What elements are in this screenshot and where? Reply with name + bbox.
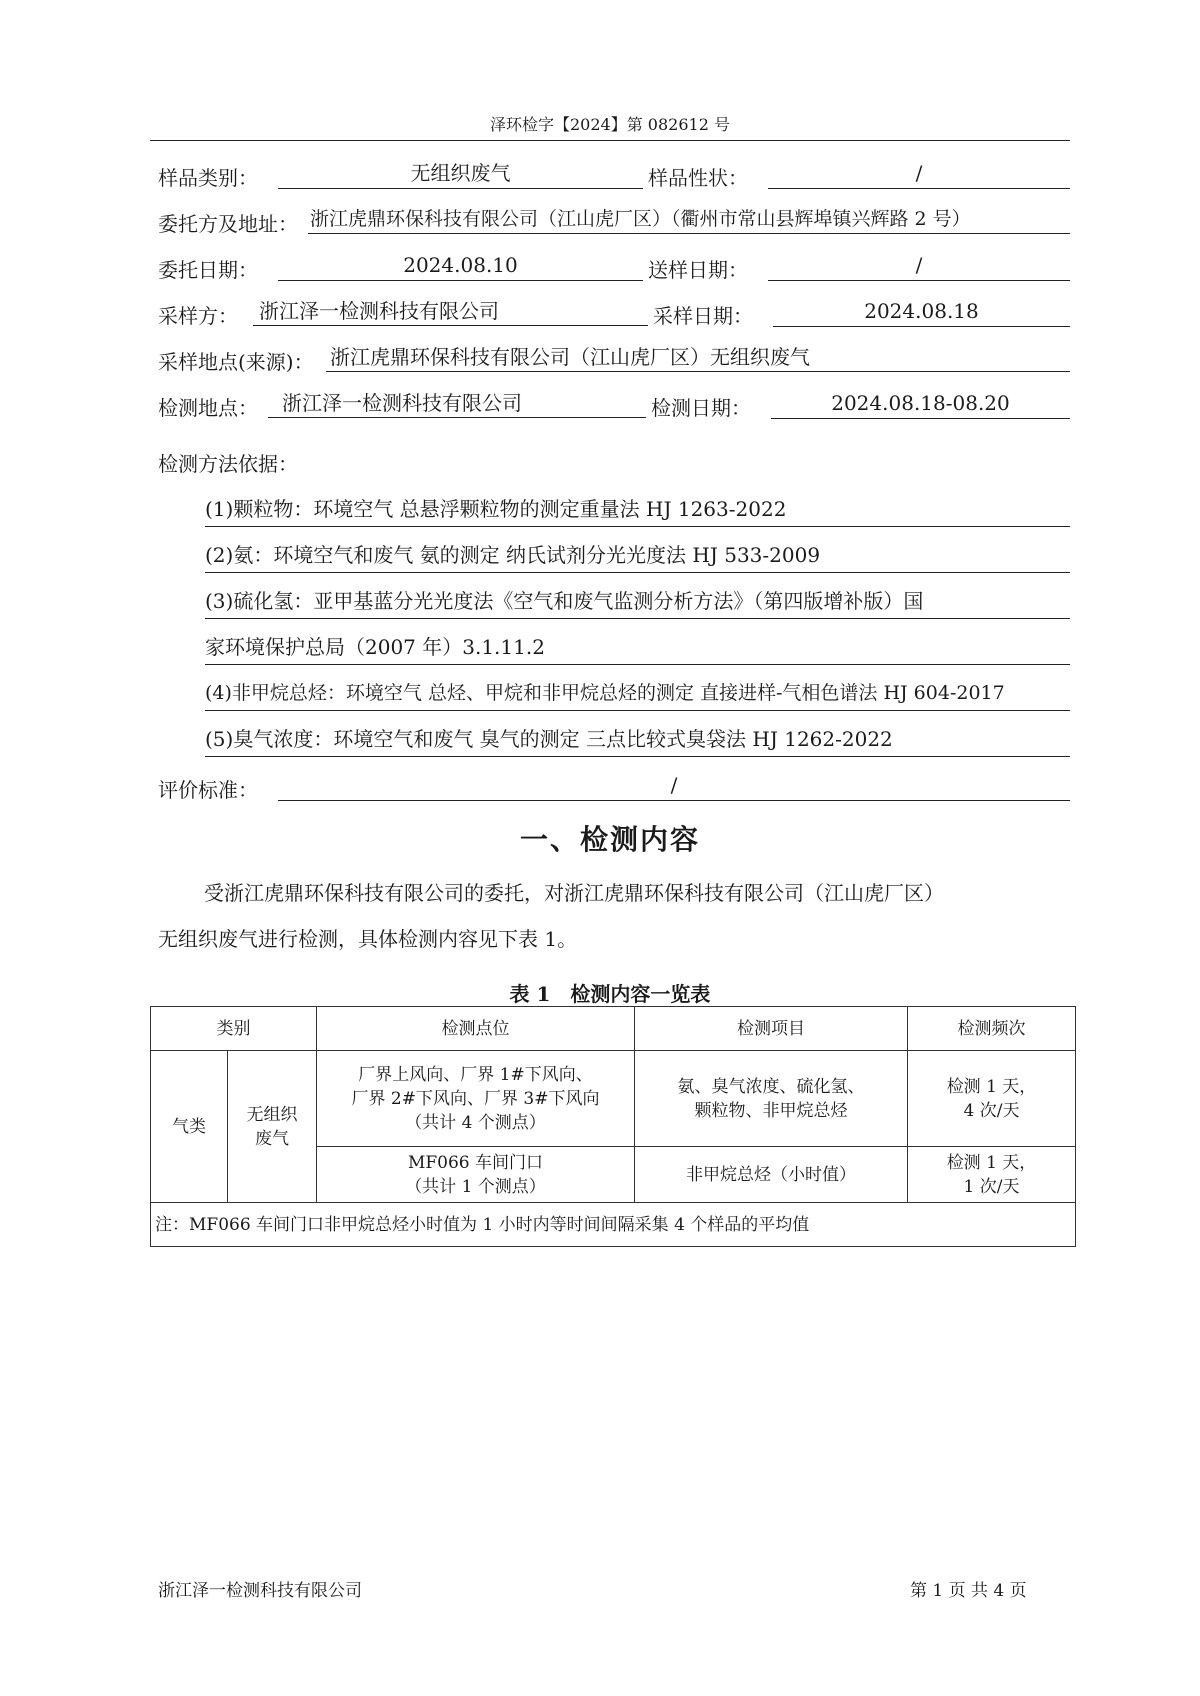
table-row	[151, 1051, 1076, 1147]
frequency-cell	[908, 1051, 1076, 1147]
report-number: 泽环检字【2024】第 082612 号	[490, 115, 730, 134]
field-row-sampling-site	[158, 342, 1070, 376]
frequency-line: 4 次/天	[963, 1100, 1020, 1121]
field-row-standard	[158, 770, 1070, 804]
testing-site-value: 浙江泽一检测科技有限公司	[268, 388, 646, 418]
field-row-dates	[158, 250, 1070, 284]
client-address-label: 委托方及地址：	[158, 212, 298, 236]
frequency-line: 检测 1 天，	[946, 1076, 1037, 1097]
frequency-line: 1 次/天	[963, 1176, 1020, 1197]
methods-title: 检测方法依据：	[158, 452, 298, 476]
items-line: 非甲烷总烃（小时值）	[686, 1164, 856, 1185]
field-row-testing	[158, 388, 1070, 422]
footer-page-info: 第 1 页 共 4 页	[910, 1581, 1027, 1601]
method-item-3: (3)硫化氢：亚甲基蓝分光光度法《空气和废气监测分析方法》（第四版增补版）国	[205, 586, 1070, 619]
table-header-row	[151, 1007, 1076, 1051]
delivery-date-label: 送样日期：	[648, 258, 748, 282]
frequency-line: 检测 1 天，	[946, 1152, 1037, 1173]
header-points: 检测点位	[317, 1007, 635, 1051]
sampler-value: 浙江泽一检测科技有限公司	[253, 296, 648, 326]
header-frequency: 检测频次	[908, 1007, 1076, 1051]
detection-content-table	[150, 1006, 1076, 1247]
field-row-sample	[158, 158, 1070, 192]
points-line: 厂界上风向、厂界 1#下风向、	[358, 1064, 593, 1085]
category-sub-line: 废气	[255, 1128, 289, 1149]
points-line: MF066 车间门口	[407, 1152, 544, 1173]
sampling-date-value: 2024.08.18	[773, 296, 1070, 327]
method-item-2: (2)氨：环境空气和废气 氨的测定 纳氏试剂分光光度法 HJ 533-2009	[205, 540, 1070, 573]
field-row-client	[158, 204, 1070, 238]
table-caption: 表 1 检测内容一览表	[509, 982, 711, 1006]
items-cell	[635, 1147, 908, 1203]
items-line: 颗粒物、非甲烷总烃	[694, 1100, 848, 1121]
sample-category-label: 样品类别：	[158, 166, 258, 190]
delivery-date-value: /	[768, 250, 1070, 281]
items-line: 氨、臭气浓度、硫化氢、	[677, 1076, 865, 1097]
client-address-value: 浙江虎鼎环保科技有限公司（江山虎厂区）（衢州市常山县辉埠镇兴辉路 2 号）	[308, 204, 1070, 234]
items-cell	[635, 1051, 908, 1147]
testing-date-value: 2024.08.18-08.20	[771, 388, 1070, 419]
evaluation-standard-value: /	[278, 770, 1070, 801]
section-paragraph-line1: 受浙江虎鼎环保科技有限公司的委托，对浙江虎鼎环保科技有限公司（江山虎厂区）	[204, 881, 944, 905]
method-item-3-cont: 家环境保护总局（2007 年）3.1.11.2	[205, 632, 1070, 665]
header-rule	[150, 140, 1070, 141]
header-category: 类别	[151, 1007, 317, 1051]
points-line: （共计 4 个测点）	[405, 1112, 546, 1133]
section-paragraph-line2: 无组织废气进行检测，具体检测内容见下表 1。	[158, 927, 578, 951]
method-item-4: (4)非甲烷总烃：环境空气 总烃、甲烷和非甲烷总烃的测定 直接进样-气相色谱法 HJ 604-2017	[205, 678, 1070, 711]
table-note-row	[151, 1203, 1076, 1247]
method-item-5: (5)臭气浓度：环境空气和废气 臭气的测定 三点比较式臭袋法 HJ 1262-2022	[205, 724, 1070, 757]
sampler-label: 采样方：	[158, 304, 238, 328]
section-title: 一、检测内容	[519, 823, 700, 856]
sampling-date-label: 采样日期：	[653, 304, 753, 328]
method-item-1: (1)颗粒物：环境空气 总悬浮颗粒物的测定重量法 HJ 1263-2022	[205, 494, 1070, 527]
evaluation-standard-label: 评价标准：	[158, 778, 258, 802]
footer-company: 浙江泽一检测科技有限公司	[158, 1581, 362, 1601]
table-note: 注：MF066 车间门口非甲烷总烃小时值为 1 小时内等时间间隔采集 4 个样品的平均值	[151, 1203, 1076, 1247]
sample-property-label: 样品性状：	[648, 166, 748, 190]
testing-date-label: 检测日期：	[651, 396, 751, 420]
category-main-cell: 气类	[151, 1051, 228, 1203]
category-sub-cell	[228, 1051, 317, 1203]
sample-category-value: 无组织废气	[278, 158, 643, 189]
field-row-sampler	[158, 296, 1070, 330]
commission-date-label: 委托日期：	[158, 258, 258, 282]
sampling-site-value: 浙江虎鼎环保科技有限公司（江山虎厂区）无组织废气	[326, 342, 1070, 372]
points-line: （共计 1 个测点）	[405, 1176, 546, 1197]
points-cell	[317, 1147, 635, 1203]
points-cell	[317, 1051, 635, 1147]
testing-site-label: 检测地点：	[158, 396, 258, 420]
sampling-site-label: 采样地点(来源)：	[158, 350, 314, 374]
sample-property-value: /	[768, 158, 1070, 189]
commission-date-value: 2024.08.10	[278, 250, 643, 281]
header-items: 检测项目	[635, 1007, 908, 1051]
points-line: 厂界 2#下风向、厂界 3#下风向	[351, 1088, 600, 1109]
frequency-cell	[908, 1147, 1076, 1203]
category-sub-line: 无组织	[246, 1104, 298, 1125]
